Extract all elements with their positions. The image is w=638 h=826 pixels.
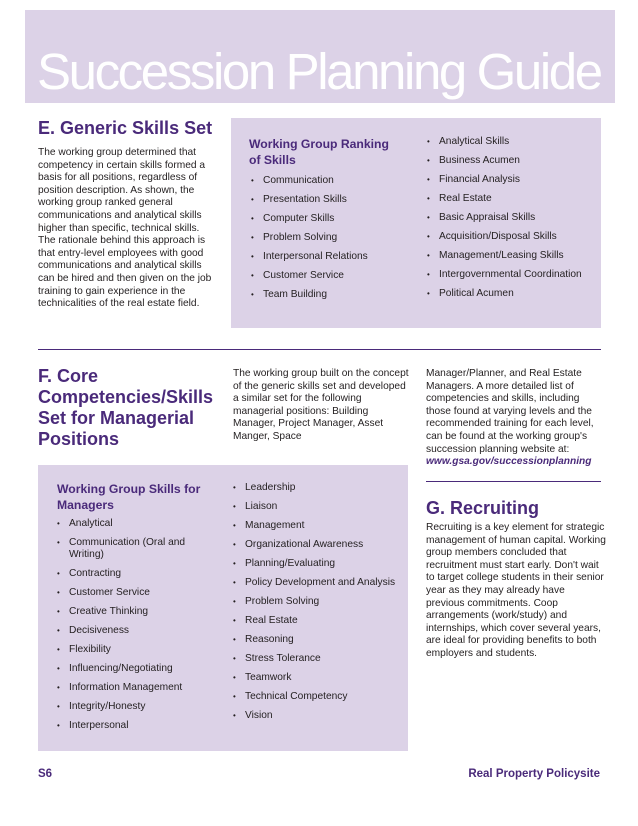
list-item: • Acquisition/Disposal Skills xyxy=(427,231,597,243)
website-link[interactable]: www.gsa.gov/successionplanning xyxy=(426,456,592,468)
section-f-body-text: Manager/Planner, and Real Estate Managers. A more detailed list of competencies and skills, including those found at varying levels and the recommended training for each level, can be found at the working group's succession planning website at: xyxy=(426,368,594,455)
list-item: • Interpersonal Relations xyxy=(251,251,421,263)
list-item: • Management xyxy=(233,520,403,532)
section-f-heading: F. Core Competencies/Skills Set for Managerial Positions xyxy=(38,366,214,449)
list-item: • Financial Analysis xyxy=(427,174,597,186)
list-item: • Interpersonal xyxy=(57,720,217,732)
list-item: • Problem Solving xyxy=(251,232,421,244)
section-f-body-col1: The working group built on the concept of the generic skills set and developed a similar set for the following managerial positions: Building Manager, Project Manager, Asset Manger, Space xyxy=(233,368,409,442)
title-banner xyxy=(25,10,615,103)
list-item: • Business Acumen xyxy=(427,155,597,167)
list-item: • Stress Tolerance xyxy=(233,653,403,665)
list-item: • Vision xyxy=(233,710,403,722)
section-g-body: Recruiting is a key element for strategic management of human capital. Working group members concluded that recruitment must start early. Don't wait to target college students in their senior year as they may already have previous commitments. Coop arrangements (work/study) and internships, which cover several years, are ideal for providing benefits to both employers and students. xyxy=(426,522,606,659)
section-e-heading: E. Generic Skills Set xyxy=(38,118,213,138)
section-divider xyxy=(38,349,601,350)
manager-skills-list-right xyxy=(233,482,403,729)
list-item: • Real Estate xyxy=(427,193,597,205)
list-item: • Integrity/Honesty xyxy=(57,701,217,713)
skills-ranking-list-left xyxy=(251,175,421,308)
list-item: • Basic Appraisal Skills xyxy=(427,212,597,224)
list-item: • Contracting xyxy=(57,568,217,580)
section-f-body-col2 xyxy=(426,368,606,469)
list-item: • Liaison xyxy=(233,501,403,513)
recruiting-divider xyxy=(426,481,601,482)
list-item: • Customer Service xyxy=(251,270,421,282)
list-item: • Teamwork xyxy=(233,672,403,684)
list-item: • Information Management xyxy=(57,682,217,694)
list-item: • Communication (Oral and Writing) xyxy=(57,537,217,561)
skills-ranking-title: Working Group Ranking of Skills xyxy=(249,137,389,167)
list-item: • Influencing/Negotiating xyxy=(57,663,217,675)
list-item: • Analytical xyxy=(57,518,217,530)
list-item: • Organizational Awareness xyxy=(233,539,403,551)
list-item: • Intergovernmental Coordination xyxy=(427,269,597,281)
list-item: • Customer Service xyxy=(57,587,217,599)
list-item: • Policy Development and Analysis xyxy=(233,577,403,589)
list-item: • Presentation Skills xyxy=(251,194,421,206)
list-item: • Communication xyxy=(251,175,421,187)
list-item: • Management/Leasing Skills xyxy=(427,250,597,262)
list-item: • Team Building xyxy=(251,289,421,301)
list-item: • Creative Thinking xyxy=(57,606,217,618)
list-item: • Reasoning xyxy=(233,634,403,646)
manager-skills-list-left xyxy=(57,518,217,739)
section-e-body: The working group determined that competency in certain skills formed a basis for all positions, regardless of position description. As shown, the working group ranked general communications and analytical skills higher than specific, technical skills. The rationale behind this approach is that entry-level employees with good communications and analytical skills can be hired and then given on the job training to gain experience in the technicalities of the real estate field. xyxy=(38,147,212,310)
page-title: Succession Planning Guide xyxy=(37,43,601,100)
list-item: • Decisiveness xyxy=(57,625,217,637)
list-item: • Technical Competency xyxy=(233,691,403,703)
list-item: • Planning/Evaluating xyxy=(233,558,403,570)
skills-ranking-list-right xyxy=(427,136,597,307)
manager-skills-title: Working Group Skills for Managers xyxy=(57,482,201,512)
list-item: • Analytical Skills xyxy=(427,136,597,148)
publication-name: Real Property Policysite xyxy=(468,768,600,780)
list-item: • Political Acumen xyxy=(427,288,597,300)
list-item: • Computer Skills xyxy=(251,213,421,225)
list-item: • Real Estate xyxy=(233,615,403,627)
section-g-heading: G. Recruiting xyxy=(426,498,540,518)
list-item: • Problem Solving xyxy=(233,596,403,608)
page-number: S6 xyxy=(38,768,53,780)
list-item: • Flexibility xyxy=(57,644,217,656)
list-item: • Leadership xyxy=(233,482,403,494)
